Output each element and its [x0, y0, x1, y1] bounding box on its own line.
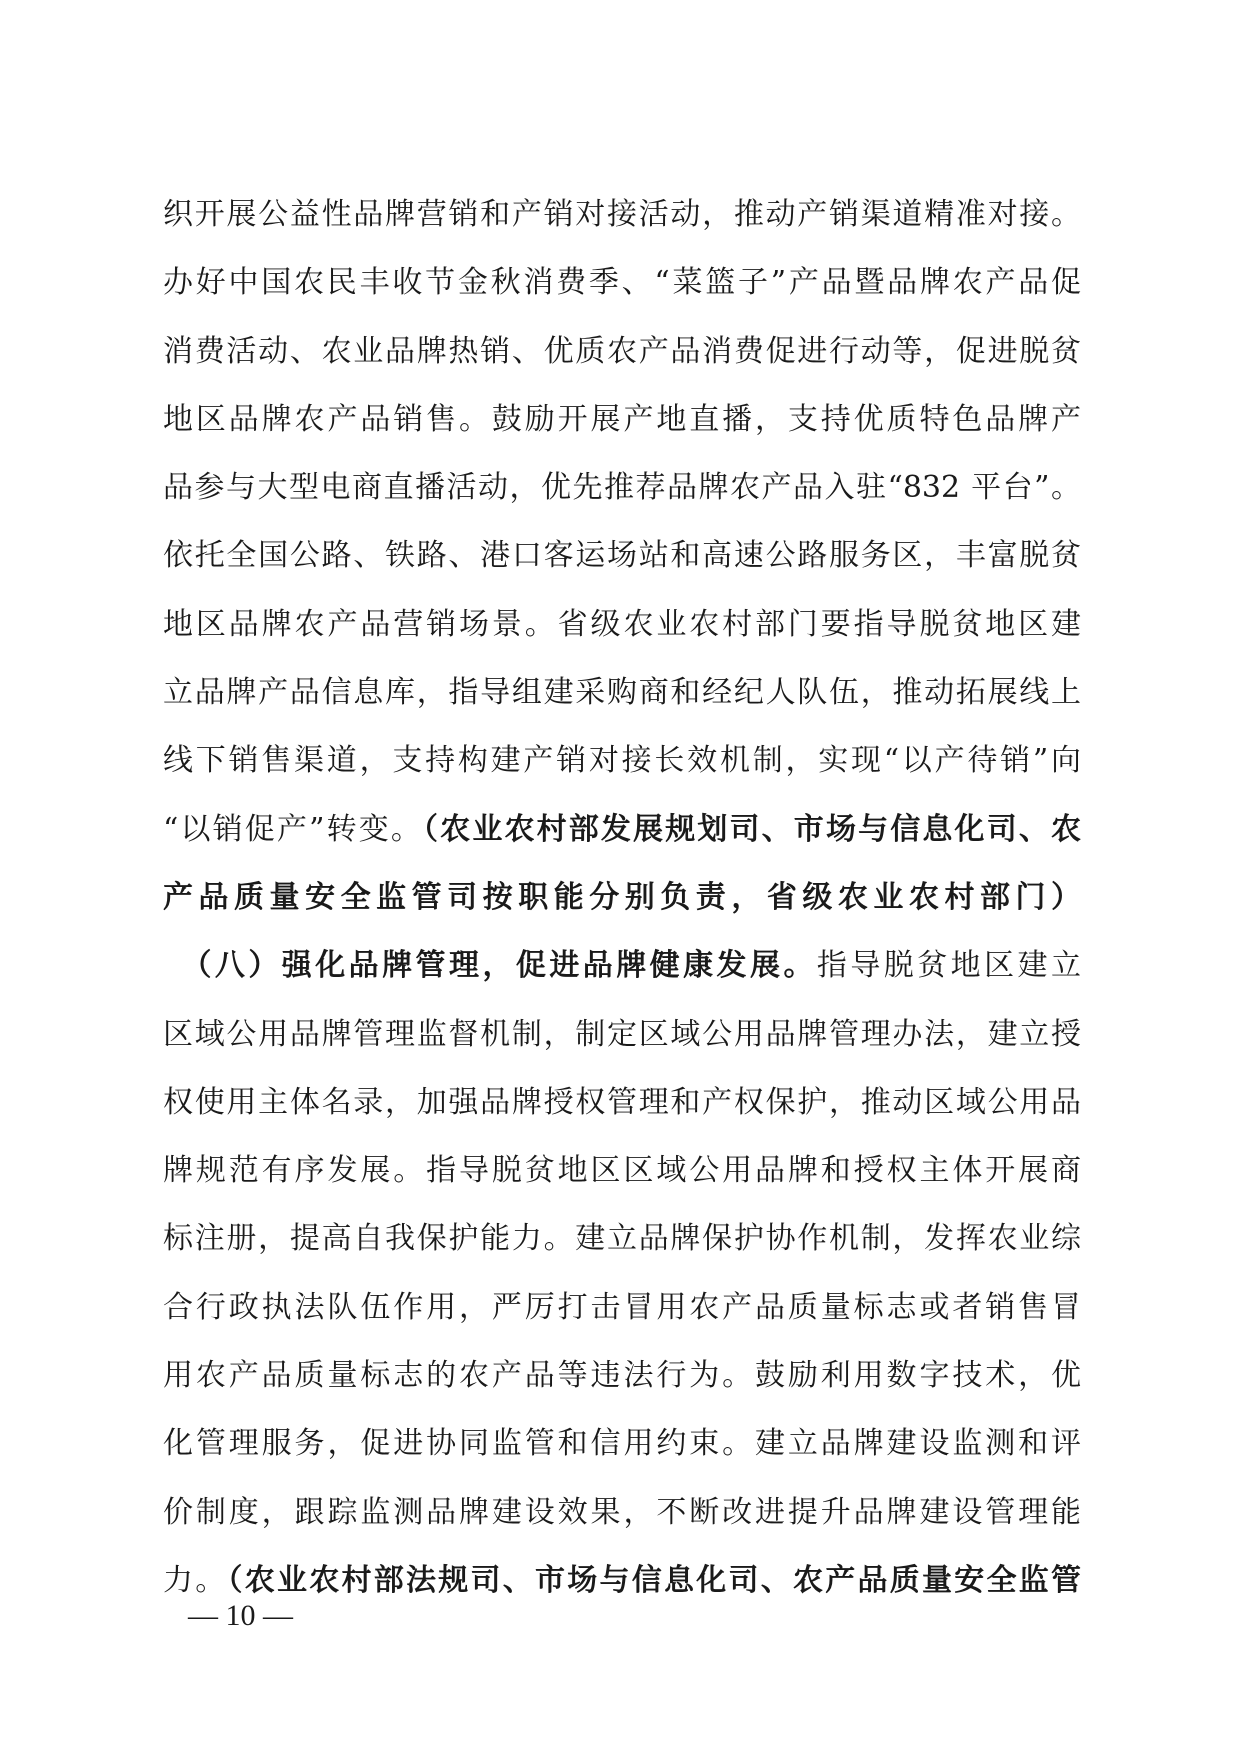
- text-segment: 权使用主体名录，加强品牌授权管理和产权保护，推动区域公用品: [163, 1084, 1081, 1120]
- bold-text-segment: （农业农村部发展规划司、市场与信息化司、农: [423, 811, 1081, 847]
- text-segment: 地区品牌农产品营销场景。省级农业农村部门要指导脱贫地区建: [163, 606, 1081, 642]
- text-segment: 化管理服务，促进协同监管和信用约束。建立品牌建设监测和评: [163, 1426, 1081, 1462]
- text-line: [163, 1001, 1081, 1069]
- text-line: [163, 1479, 1081, 1547]
- text-segment: 牌规范有序发展。指导脱贫地区区域公用品牌和授权主体开展商: [163, 1153, 1081, 1189]
- text-line: [163, 864, 1081, 932]
- text-segment: 立品牌产品信息库，指导组建采购商和经纪人队伍，推动拓展线上: [163, 675, 1081, 711]
- text-line: [163, 181, 1081, 249]
- bold-text-segment: 产品质量安全监管司按职能分别负责，省级农业农村部门）: [163, 879, 1081, 915]
- text-segment: 线下销售渠道，支持构建产销对接长效机制，实现“以产待销”向: [163, 743, 1081, 779]
- text-line: [163, 1410, 1081, 1478]
- text-segment: 地区品牌农产品销售。鼓励开展产地直播，支持优质特色品牌产: [163, 401, 1081, 437]
- text-line: [163, 522, 1081, 590]
- text-segment: 品参与大型电商直播活动，优先推荐品牌农产品入驻“832 平台”。: [163, 470, 1081, 506]
- text-line: [163, 796, 1081, 864]
- text-line: [163, 1069, 1081, 1137]
- text-segment: 办好中国农民丰收节金秋消费季、“菜篮子”产品暨品牌农产品促: [163, 265, 1081, 301]
- text-line: [163, 249, 1081, 317]
- text-line: [163, 591, 1081, 659]
- text-line: [163, 932, 1081, 1000]
- text-segment: 依托全国公路、铁路、港口客运场站和高速公路服务区，丰富脱贫: [163, 538, 1081, 574]
- bold-text-segment: （农业农村部法规司、市场与信息化司、农产品质量安全监管: [227, 1562, 1081, 1598]
- text-segment: 织开展公益性品牌营销和产销对接活动，推动产销渠道精准对接。: [163, 197, 1081, 232]
- text-line: [163, 454, 1081, 522]
- text-line: [163, 1547, 1081, 1615]
- bold-text-segment: （八）强化品牌管理，促进品牌健康发展。: [163, 948, 817, 984]
- text-segment: 合行政执法队伍作用，严厉打击冒用农产品质量标志或者销售冒: [163, 1289, 1081, 1325]
- text-line: [163, 1205, 1081, 1273]
- text-segment: 价制度，跟踪监测品牌建设效果，不断改进提升品牌建设管理能: [163, 1494, 1081, 1530]
- text-line: [163, 386, 1081, 454]
- text-segment: 标注册，提高自我保护能力。建立品牌保护协作机制，发挥农业综: [163, 1221, 1081, 1257]
- text-line: [163, 659, 1081, 727]
- text-line: [163, 1137, 1081, 1205]
- page-number: — 10 —: [188, 1599, 293, 1632]
- text-segment: 区域公用品牌管理监督机制，制定区域公用品牌管理办法，建立授: [163, 1016, 1081, 1052]
- text-segment: 用农产品质量标志的农产品等违法行为。鼓励利用数字技术，优: [163, 1358, 1081, 1394]
- body-text: [163, 181, 1081, 1615]
- text-line: [163, 318, 1081, 386]
- text-segment: 消费活动、农业品牌热销、优质农产品消费促进行动等，促进脱贫: [163, 333, 1081, 369]
- text-line: [163, 1342, 1081, 1410]
- text-segment: 力。: [163, 1562, 228, 1598]
- text-segment: 指导脱贫地区建立: [816, 948, 1081, 984]
- text-line: [163, 1274, 1081, 1342]
- text-line: [163, 727, 1081, 795]
- text-segment: “以销促产”转变。: [163, 811, 424, 847]
